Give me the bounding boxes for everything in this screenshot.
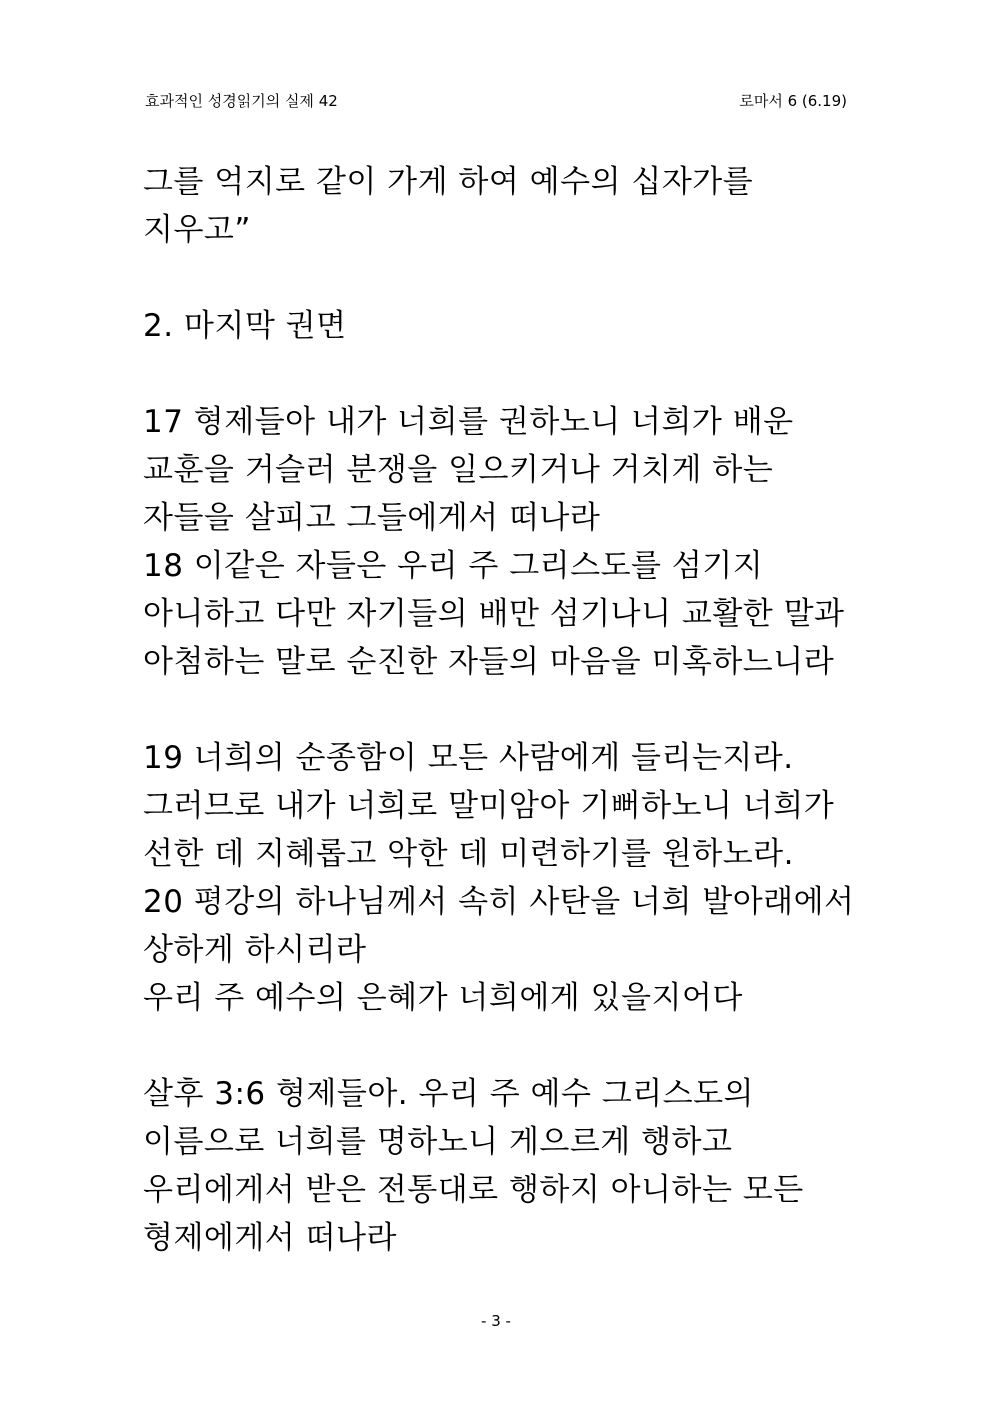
text-line: 아첨하는 말로 순진한 자들의 마음을 미혹하느니라 <box>143 644 835 680</box>
header-chapter: 로마서 6 (6.19) <box>739 92 847 110</box>
text-line: 상하게 하시리라 <box>143 932 367 968</box>
text-line: 우리에게서 받은 전통대로 행하지 아니하는 모든 <box>143 1172 804 1208</box>
text-line: 20 평강의 하나님께서 속히 사탄을 너희 발아래에서 <box>143 884 855 920</box>
section-title: 2. 마지막 권면 <box>143 308 347 344</box>
text-block <box>143 158 863 254</box>
text-line: 지우고” <box>143 212 251 248</box>
text-line: 17 형제들아 내가 너희를 권하노니 너희가 배운 <box>143 404 794 440</box>
text-line: 선한 데 지혜롭고 악한 데 미련하기를 원하노라. <box>143 836 794 872</box>
text-line: 형제에게서 떠나라 <box>143 1220 397 1256</box>
page-header <box>145 90 847 112</box>
text-line: 이름으로 너희를 명하노니 게으르게 행하고 <box>143 1124 733 1160</box>
text-line: 그를 억지로 같이 가게 하여 예수의 십자가를 <box>143 164 754 200</box>
page-number: - 3 - <box>481 1312 511 1330</box>
text-line: 19 너희의 순종함이 모든 사람에게 들리는지라. <box>143 740 794 776</box>
text-line: 18 이같은 자들은 우리 주 그리스도를 섬기지 <box>143 548 764 584</box>
text-line: 교훈을 거슬러 분쟁을 일으키거나 거치게 하는 <box>143 452 774 488</box>
header-title: 효과적인 성경읽기의 실제 42 <box>145 92 338 110</box>
verse-block <box>143 398 863 686</box>
text-line: 그러므로 내가 너희로 말미암아 기뻐하노니 너희가 <box>143 788 835 824</box>
text-line: 아니하고 다만 자기들의 배만 섬기나니 교활한 말과 <box>143 596 845 632</box>
verse-block <box>143 1070 863 1262</box>
document-body <box>143 158 863 1262</box>
verse-block <box>143 734 863 1022</box>
section-heading <box>143 302 863 350</box>
text-line: 우리 주 예수의 은혜가 너희에게 있을지어다 <box>143 980 743 1016</box>
text-line: 살후 3:6 형제들아. 우리 주 예수 그리스도의 <box>143 1076 755 1112</box>
text-line: 자들을 살피고 그들에게서 떠나라 <box>143 500 601 536</box>
